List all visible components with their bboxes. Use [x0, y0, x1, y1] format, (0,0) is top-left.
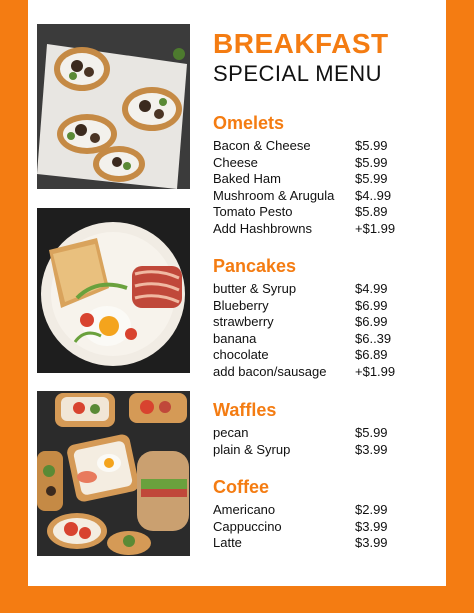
item-name: Baked Ham: [213, 171, 281, 187]
item-price: $3.99: [355, 535, 388, 551]
menu-item: [213, 519, 393, 536]
menu-item: [213, 535, 393, 552]
item-name: pecan: [213, 425, 249, 440]
menu-subtitle: SPECIAL MENU: [213, 61, 383, 86]
mushroom-toast-photo: [37, 24, 190, 189]
section-coffee-heading: Coffee: [213, 477, 270, 497]
item-name: Add Hashbrowns: [213, 220, 312, 236]
item-name: Latte: [213, 535, 242, 551]
item-name: add bacon/sausage: [213, 363, 327, 379]
section-pancakes-heading: Pancakes: [213, 256, 297, 276]
item-price: $2.99: [355, 502, 388, 517]
menu-item: [213, 138, 393, 155]
menu-item: [213, 155, 393, 172]
fried-egg-plate-photo: [37, 208, 190, 373]
section-waffles-heading: Waffles: [213, 400, 277, 420]
item-price: $6.99: [355, 314, 388, 330]
item-price: $5.99: [355, 425, 388, 440]
menu-item: [213, 425, 393, 442]
item-name: Bacon & Cheese: [213, 138, 311, 153]
item-price: $3.99: [355, 518, 388, 534]
menu-item: [213, 363, 396, 381]
item-price: $5.99: [355, 154, 388, 170]
menu-title: BREAKFAST: [213, 28, 389, 59]
section-omelets-items: [213, 138, 396, 238]
item-name: banana: [213, 330, 257, 346]
section-coffee-items: [213, 502, 393, 552]
menu-item: [213, 298, 393, 315]
menu-item: [213, 314, 393, 331]
item-name: Americano: [213, 502, 276, 517]
item-name: Tomato Pesto: [213, 204, 293, 220]
item-price: $5.99: [355, 138, 388, 153]
item-price: +$1.99: [355, 220, 396, 236]
item-name: plain & Syrup: [213, 441, 291, 457]
item-name: butter & Syrup: [213, 281, 297, 296]
section-pancakes-items: [213, 281, 396, 381]
item-name: Blueberry: [213, 297, 269, 313]
menu-item: [213, 442, 393, 459]
item-price: $6..39: [355, 330, 392, 346]
menu-item: [213, 171, 393, 188]
item-price: $5.89: [355, 204, 388, 220]
item-price: +$1.99: [355, 363, 396, 379]
item-price: $3.99: [355, 441, 388, 457]
menu-item: [213, 188, 393, 205]
item-price: $4..99: [355, 187, 392, 203]
item-price: $5.99: [355, 171, 388, 187]
item-name: chocolate: [213, 347, 269, 363]
item-name: Cappuccino: [213, 518, 282, 534]
open-sandwiches-photo: [37, 391, 190, 556]
item-name: Mushroom & Arugula: [213, 187, 335, 203]
menu-item: [213, 331, 393, 348]
section-waffles-items: [213, 425, 393, 458]
item-name: Cheese: [213, 154, 258, 170]
menu-item: [213, 281, 393, 298]
menu-item: [213, 220, 396, 238]
menu-item: [213, 204, 393, 221]
item-price: $6.89: [355, 347, 388, 363]
item-price: $4.99: [355, 281, 388, 296]
menu-item: [213, 502, 393, 519]
menu-item: [213, 347, 393, 364]
section-omelets-heading: Omelets: [213, 113, 285, 133]
item-name: strawberry: [213, 314, 274, 330]
item-price: $6.99: [355, 297, 388, 313]
